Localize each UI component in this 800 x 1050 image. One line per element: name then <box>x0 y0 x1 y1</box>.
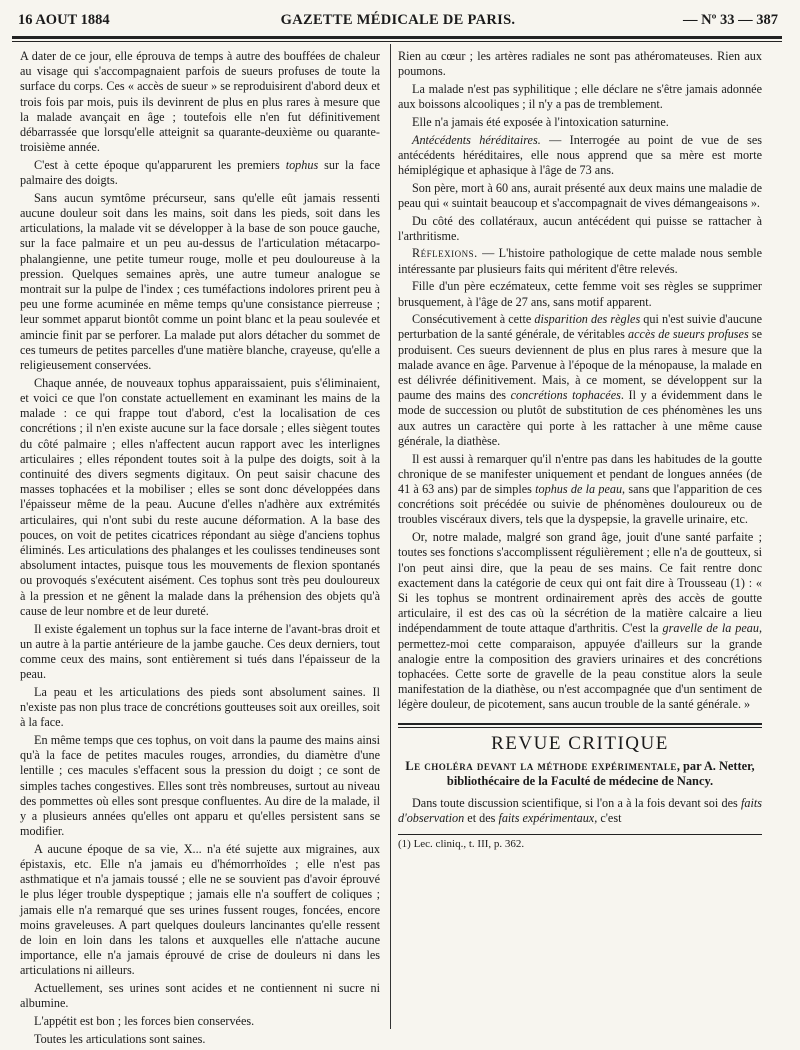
right-column-paragraph: Rien au cœur ; les artères radiales ne sont pas athéromateuses. Rien aux poumons. <box>398 49 762 79</box>
header-journal-title: GAZETTE MÉDICALE DE PARIS. <box>280 12 516 28</box>
right-column-paragraph: Son père, mort à 60 ans, aurait présenté aux deux mains une maladie de peau qui « suintait beaucoup et s'accompagnait de vives démangeaisons ». <box>398 180 762 210</box>
header-date: 16 AOUT 1884 <box>18 12 110 28</box>
left-column-paragraph: Il existe également un tophus sur la face interne de l'avant-bras droit et un autre à la partie antérieure de la jambe gauche. Ces deux derniers, tout comme ceux des mains, sont entièrement si tués dans l'épaisseur de la peau. <box>20 621 380 682</box>
left-column-paragraph: A dater de ce jour, elle éprouva de temps à autre des bouffées de chaleur au visage qui s'accompagnaient parfois de sueurs profuses de toute la surface du corps. Ces « accès de sueur » se reproduisirent d'abord deux et trois fois par mois, puis ils devinrent de plus en plus rares à mesure que la malade avançait en âge ; toutefois elle n'en fut définitivement débarrassée que lorsqu'elle atteignit sa quarante-deuxième ou quarante-troisième année. <box>20 49 380 155</box>
left-column-paragraph: Chaque année, de nouveaux tophus apparaissaient, puis s'éliminaient, et voici ce que l'on constate actuellement en examinant les mains de la malade : ce qui frappe tout d'abord, c'est la localisation de ces concrétions ; il n'en existe aucune sur la face dorsale ; elles siègent toutes du côté palmaire ; elles n'affectent aucun rapport avec les interlignes articulaires ; elles répondent toutes soit à la pulpe des doigts, soit à la continuité des divers segments digitaux. On peut saisir chacune des masses tophacées et la mobiliser ; elles se sont donc développées dans l'épaisseur même de la peau. Aucune d'elles n'adhère aux extrémités articulaires, qui n'ont subi du reste aucune déformation. A la base des pouces, on voit de petites cicatrices répondant au siège d'anciens tophus éliminés. Les articulations des phalanges et les coulisses tendineuses sont absolument intactes, puisque tous les mouvements de flexion spontanés ou provoqués s'exécutent aisément. Ces tophus sont très peu douloureux à la pression et ne gênent la malade dans la préhension des objets qu'à cause de leur nombre et de leur dureté. <box>20 375 380 618</box>
right-column-body <box>398 49 762 713</box>
right-column <box>398 49 762 851</box>
right-column-paragraph: Elle n'a jamais été exposée à l'intoxication saturnine. <box>412 114 669 129</box>
column-divider <box>390 44 391 1029</box>
left-column <box>20 49 380 1050</box>
header-page-number: — Nº 33 — 387 <box>682 12 778 28</box>
right-column-paragraph: Réflexions. — L'histoire pathologique de cette malade nous semble intéressante par plusieurs faits qui méritent d'être relevés. <box>398 246 762 276</box>
section-rule-thin <box>398 727 762 728</box>
right-column-paragraph: Or, notre malade, malgré son grand âge, jouit d'une santé parfaite ; toutes ses fonctions s'accomplissent régulièrement ; elle n'a de goutteux, si l'on peut ainsi dire, que la peau de ses mains. Ce fait rentre donc exactement dans la catégorie de ceux qui ont fait dire à Trousseau (1) : « Si les tophus se montrent ordinairement après des accès de goutte articulaire, il est des cas où la sécrétion de la matière calcaire a lieu indépendamment de toute attaque d'arthritis. C'est la gravelle de la peau, permettez-moi cette comparaison, appuyée d'ailleurs sur la grande analogie entre la composition des graviers urinaires et des concrétions tophacées. Cette sorte de gravelle de la peau constitue alors la seule manifestation de la diathèse, ou n'est accompagnée que d'un sentiment de légère douleur, de picotement, sans aucun trouble de la santé générale. » <box>398 530 762 712</box>
section-rule-thick <box>398 723 762 725</box>
left-column-paragraph: L'appétit est bon ; les forces bien conservées. <box>34 1014 255 1029</box>
left-column-paragraph: La peau et les articulations des pieds sont absolument saines. Il n'existe pas non plus trace de concrétions goutteuses soit aux oreilles, soit à la face. <box>20 684 380 730</box>
header-rule-thin <box>12 41 782 42</box>
running-header <box>18 12 778 32</box>
left-column-paragraph: Toutes les articulations sont saines. <box>34 1031 206 1046</box>
article-heading: Le choléra devant la méthode expérimentale, par A. Netter, bibliothécaire de la Faculté de médecine de Nancy. <box>405 758 755 789</box>
footnote: (1) Lec. cliniq., t. III, p. 362. <box>398 837 525 850</box>
left-column-paragraph: C'est à cette époque qu'apparurent les premiers tophus sur la face palmaire des doigts. <box>20 157 380 188</box>
left-column-paragraph: Actuellement, ses urines sont acides et ne contiennent ni sucre ni albumine. <box>20 981 380 1011</box>
right-column-paragraph: Fille d'un père eczémateux, cette femme voit ses règles se supprimer brusquement, à l'âge de 27 ans, sans motif apparent. <box>398 279 762 309</box>
article-intro-paragraph: Dans toute discussion scientifique, si l'on a à la fois devant soi des faits d'observation et des faits expérimentaux, c'est <box>398 795 762 825</box>
right-column-paragraph: Antécédents héréditaires. — Interrogée au point de vue de ses antécédents héréditaires, elle nous apprend que sa mère est morte hémiplégique et aphasique à l'âge de 73 ans. <box>398 132 762 177</box>
right-column-paragraph: Consécutivement à cette disparition des règles qui n'est suivie d'aucune perturbation de la santé générale, de véritables accès de sueurs profuses se produisent. Ces sueurs deviennent de plus en plus rares à mesure que la malade avance en âge. Parvenue à l'époque de la ménopause, la malade en est délivrée définitivement. Mais, à ce moment, se développent sur la paume des mains des concrétions tophacées. Il y a évidemment dans le mode de succession ou plutôt de substitution de ces phénomènes les uns aux autres un caractère qui porte à les rattacher à une même cause générale, la diathèse. <box>398 312 763 448</box>
left-column-paragraph: Sans aucun symtôme précurseur, sans qu'elle eût jamais ressenti aucune douleur soit dans les mains, soit dans les pieds, soit dans les articulations, la malade vit se développer à la base de son pouce gauche, sur la face palmaire et un peu au-dessus de l'articulation métacarpo-phalangienne, une petite tumeur rouge, molle et peu douloureuse à la pression. Quelques semaines après, une autre tumeur analogue se montrait sur la pulpe de l'index ; ces tuméfactions indolores prirent peu à peu une forme acuminée en même temps qu'une consistance pierreuse ; leur sommet apparut biontôt comme un point blanc et la peau soulevée et amincie finit par se perforer. La malade put alors détacher du sommet de ces tumeurs de petites parcelles d'une matière blanche, crayeuse, qu'elle a religieusement conservées. <box>20 190 380 373</box>
right-column-paragraph: La malade n'est pas syphilitique ; elle déclare ne s'être jamais adonnée aux boissons alcooliques ; il n'y a pas de tremblement. <box>398 81 762 112</box>
header-rule-thick <box>12 36 782 39</box>
revue-critique-title: REVUE CRITIQUE <box>491 732 669 754</box>
left-column-paragraph: En même temps que ces tophus, on voit dans la paume des mains ainsi qu'à la face de petites macules rouges, arrondies, du diamètre d'une lentille ; ces macules s'effacent sous la pression du doigt ; ce sont de simples taches congestives. Elles sont très nombreuses, surtout au niveau des pommettes où elles sont presque confluentes. Au dire de la malade, il y a plusieurs années qu'elles ont apparu et qu'elles persistent sans se modifier. <box>20 732 380 839</box>
right-column-paragraph: Il est aussi à remarquer qu'il n'entre pas dans les habitudes de la goutte chronique de se manifester uniquement et pendant de longues années (de 41 à 63 ans) par de simples tophus de la peau, sans que l'apparition de ces concrétions soit précédée ou suivie de phénomènes douloureux ou de troubles viscéraux divers, tels que la dyspepsie, la gravelle urinaire, etc. <box>398 451 762 527</box>
right-column-paragraph: Du côté des collatéraux, aucun antécédent qui puisse se rattacher à l'arthritisme. <box>398 213 762 243</box>
left-column-paragraph: A aucune époque de sa vie, X... n'a été sujette aux migraines, aux épistaxis, etc. Elle n'a jamais eu d'hémorrhoïdes ; elle n'est pas asthmatique et n'a jamais toussé ; elle ne se souvient pas d'avoir éprouvé le plus léger trouble dyspeptique ; jamais elle n'a souffert de coliques ; jamais elle n'a remarqué que ses urines fussent rouges, foncées, encore moins graveleuses. A part quelques douleurs lancinantes qu'elle ressent de loin en loin dans les talons et auxquelles elle n'attache aucune importance, elle n'a jamais éprouvé de crise de douleurs ni dans les articulations ni ailleurs. <box>20 841 380 978</box>
footnote-rule <box>398 834 762 835</box>
